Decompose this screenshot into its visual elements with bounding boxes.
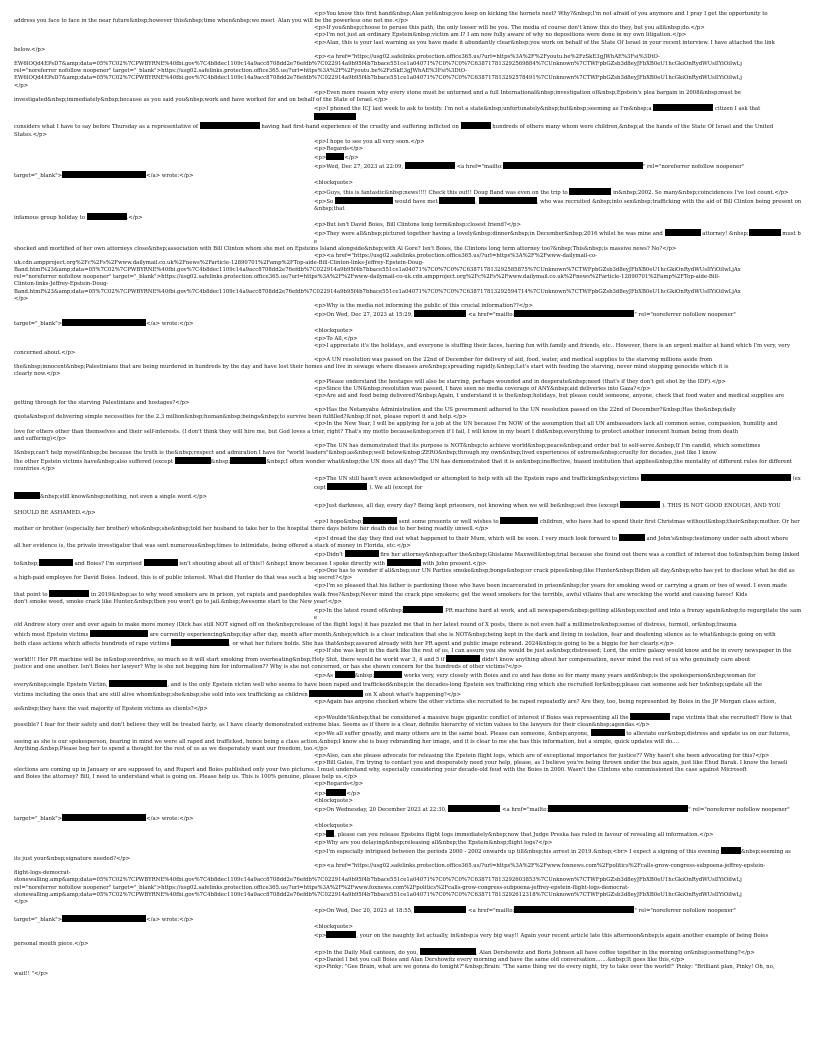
text-line: <p>Again has anyone checked where the other victims she recruited to be raped repeatedly are? Are they, too, being represented by Boies in the JP Morgan class action,	[314, 698, 777, 705]
text-line: <p>If you&nbsp;choose to peruse this path, the only looser will be you. The media of course don't know this do they, but you all&nbsp;do.</p>	[314, 25, 705, 32]
text-line: I&nbsp;can't help myself&nbsp;be because the truth is the&nbsp;respect and admiration I have for "world leaders"&nbsp;as&nbsp;well below&nbsp;ZERO&nbsp;through my own&nbsp;lived experiences of extreme&nbsp;cruelty for decades, just like I know	[14, 450, 717, 457]
text-line: infamous group holiday to .</p>	[14, 215, 143, 222]
text-line: <p>We all suffer greatly, and many others are in the same boat. Please can someone, &nbsp;anyone, to alleviate our&nbsp;distress and update us on our futures,	[314, 731, 791, 738]
redaction-box	[39, 559, 73, 566]
text-line: <p>Why is the media not informing the public of this crucial information??</p>	[314, 302, 533, 309]
text-line: <p>Didn't fire her attorney&nbsp;after the&nbsp;Ghislaine Maxwell&nbsp;trial because she found out there was a conflict of interest due to&nbsp;him being linked	[314, 551, 800, 558]
text-line: the other Epstein victims have&nbsp;also suffered (except &nbsp; &nbsp;I often wonder what&nbsp;the UN does all day? The UN has demonstrated that it is an&nbsp;ineffective, biased institution that applies&nbsp;the mentality of different rules for different	[14, 459, 793, 466]
text-line: <p><a href="https://usg02.safelinks.protection.office365.us/?url=https%3A%2F%2Fwww.foxnews.com%2Fpolitics%2Fcalls-grow-congress-subpoena-jeffrey-epstein-	[314, 863, 766, 870]
text-line: stonewalling.amp&amp;data=05%7C02%7CPWBYRNE%40fbi.gov%7C4b8dec1109c14a9acc8708dd2e76efdb%7C022914a9b95f4b7bbace551ce1a04071%7C0%7C0%7C638717813292612318%7CUnknown%7CTWFpbGZsb3d8eyJFbXB0eU1hcGkiOnRydWUsIlYiOiIwLj	[14, 891, 742, 898]
redaction-box	[461, 122, 491, 129]
redaction-box	[62, 171, 146, 178]
text-line: <p>Bill Gates, I'm trying to contact you and desperately need your help, please, as I believe you're being thrown under the bus again, just like Ehud Barak. I know the Israeli	[314, 760, 788, 766]
text-line: <p> </p>	[314, 154, 359, 161]
text-line: as&nbsp;they have the vast majority of Epstein victims as clients?</p>	[14, 705, 208, 712]
redaction-box	[420, 948, 476, 955]
redaction-box	[327, 483, 367, 490]
text-line: both class actions which affects hundreds of rape victims , or what her future holds. She has that&nbsp;assured already with her PR agent and public image rebrand. 2024&nbsp;is going to be a biggie for her clearly.</p>	[14, 640, 674, 647]
text-line: and suffering)</p>	[14, 435, 67, 442]
text-line: States.</p>	[14, 131, 47, 138]
text-line: target="_blank"> </a> wrote:</p>	[14, 816, 194, 823]
text-line: <p>I'm especially intrigued between the periods 2000 - 2002 onwards up till&nbsp;his arrest in 2019.&nbsp;<br> I expect a signing of this evening &nbsp;seeming as	[314, 848, 791, 855]
text-line: <p>Please understand the hostages will also be starving, perhaps wounded and in desperate&nbsp;need (that's if they don't get shot by the IDF).</p>	[314, 378, 726, 385]
redaction-box	[479, 197, 537, 204]
redaction-box	[144, 559, 178, 566]
text-line: </p>	[14, 898, 29, 905]
text-line: mother or brother (especially her brother) who&nbsp;she&nbsp;told her husband to take her to the hospital there days before her death due to her being readily unwell.</p>	[14, 526, 489, 533]
text-line: <p>I hope to see you all very soon.</p>	[314, 138, 425, 145]
text-line: <p>I appreciate it's the holidays, and everyone is stuffing their faces, having fun with family and friends, etc.. However, there is an urgent matter at hand which I'm very, very	[314, 342, 791, 349]
text-line: <p>Regards</p>	[314, 145, 364, 152]
text-line: <p>Are aid and food being delivered?&nbsp;Again, I understand it is the&nbsp;holidays, but please could someone, anyone, check that food water and medical supplies are	[314, 392, 785, 399]
redaction-box	[335, 671, 355, 678]
text-line: <p>Wouldn't&nbsp;that be considered a massive huge gigantic conflict of interest if Boies was representing all the rape victims that she recruited? How is that	[314, 715, 792, 722]
text-line: <blockquote>	[314, 797, 353, 804]
redaction-box	[309, 690, 363, 697]
redaction-box	[175, 457, 211, 464]
redaction-box	[514, 906, 634, 913]
text-line: rel="noreferrer nofollow noopener" target="_blank">https://usg02.safelinks.protection.office365.us/?url=https%3A%2F%2Fyoutu.be%2FzSkE3gJWhAE%3Fsi%3DtO-	[14, 68, 468, 75]
redaction-box	[569, 188, 611, 195]
redaction-box	[62, 319, 146, 326]
text-line: Band.html%23&amp;data=05%7C02%7CPWBYRNE%40fbi.gov%7C4b8dec1109c14a9acc8708dd2e76efdb%7C022914a9b95f4b7bbace551ce1a04071%7C0%7C0%7C638717813292585875%7CUnknown%7CTWFpbGZsb3d8eyJFbXB0eU1hcGkiOnRydWUsIlYiOiIwLjAx	[14, 267, 741, 274]
text-line: <p>But isn't David Boies, Bill Clintons long term&nbsp;closest friend?</p>	[314, 222, 521, 229]
redaction-box	[326, 931, 356, 938]
redaction-box	[414, 906, 466, 913]
text-line: love for others other than themselves and their self-interests. (I don't think they will hire me, but God loves a trier, right? That's my motto because&nbsp;even if I fail, I will know in my heart I did&nbsp;everything to protect another innocent human being from death	[14, 428, 739, 435]
text-line: that point to in 2019&nbsp;as to why weed smokers are in prison, yet rapists and paedophiles walk free?&nbsp;Never mind the crack pipe smokers; get the weed smokers for the terrible, awful villains that are wrecking the world and causing havoc! Kids	[14, 591, 748, 598]
text-line: quota&nbsp;of delivering simple necessities for the 2.3 million&nbsp;human&nbsp;beings&nbsp;to survive been fulfilled?&nbsp;If not, please report it and help.</p>	[14, 414, 467, 421]
redaction-box	[326, 153, 344, 160]
redaction-box	[439, 197, 475, 204]
text-line: &nbsp;still know&nbsp;nothing, not even a single word.</p>	[14, 492, 802, 501]
text-line: <blockquote>	[314, 823, 353, 830]
text-line: <p><a href="https://usg02.safelinks.protection.office365.us/?url=https%3A%2F%2Fwww-dailymail-co-	[314, 252, 598, 259]
text-line: victims including the ones that are still alive whom&nbsp;she&nbsp;she sold into sex trafficking as children on X about what's happening?</p>	[14, 691, 461, 698]
redaction-box	[500, 517, 538, 524]
text-line: concerned about.</p>	[14, 349, 76, 356]
text-line: <p>On Wednesday, 20 December 2023 at 22:30, <a href="mailto: " rel="noreferrer nofollow noopener"	[314, 806, 790, 813]
text-line: <p> , your on the naughty list actually, in&nbsp;a very big way!! Again your recent article late this afternoon&nbsp;is again another example of being Boies	[314, 933, 769, 940]
redaction-box	[345, 550, 379, 557]
text-line: target="_blank"> </a> wrote:</p>	[14, 917, 194, 924]
redaction-box	[641, 474, 791, 481]
text-line: Anything.&nbsp;Please beg her to spend a thought for the rest of us as we desperately want our freedom, too.</p>	[14, 745, 329, 752]
text-line: world!!! Her PR machine will be in&nbsp;overdrive, so much so it will start smoking from overheating&nbsp;Holy Shit, there would be world war 3, 4 and 5 if didn't know anything about her compensation, never mind the rest of us who genuinely care about	[14, 656, 751, 663]
text-line: </p>	[14, 82, 29, 89]
text-line: a high-paid employee for David Boies. Indeed, this is of public interest. What did Hunter do that was such a big secret?</p>	[14, 575, 353, 582]
redaction-box	[448, 805, 500, 812]
text-line: <p>Wed, Dec 27, 2023 at 22:09, <a href="mailto: " rel="noreferrer nofollow noopener"	[314, 164, 745, 171]
text-line: <p>I hope&nbsp; sent some presents or well wishes to children, who have had to spend their first Christmas without&nbsp;their&nbsp;mother. Or her	[314, 519, 800, 526]
text-line: considers what I have to say before Thursday as a representative of having had first-hand experience of the cruelty and suffering inflicted on hundreds of others many whom were children,&nbsp;at the hands of the State Of Israel and the United	[14, 124, 774, 131]
text-line: below.</p>	[14, 46, 46, 53]
text-line: all her evidence is, the private investigator that was sent numerous&nbsp;times to intimidate, being offered a stack of money in Florida, etc.</p>	[14, 542, 411, 549]
text-line: <p>On Wed, Dec 27, 2023 at 15:29, <a href="mailto: " rel="noreferrer nofollow noopener"	[314, 312, 736, 319]
text-line: stonewalling.amp&amp;data=05%7C02%7CPWBYRNE%40fbi.gov%7C4b8dec1109c14a9acc8708dd2e76efdb%7C022914a9b95f4b7bbace551ce1a04071%7C0%7C0%7C638717813292603853%7CUnknown%7CTWFpbGZsb3d8eyJFbXB0eU1hcGkiOnRydWUsIlYiOiIwLj	[14, 877, 742, 884]
text-line: <p> , please can you release Epsteins flight logs immediately&nbsp;now that Judge Preska has ruled in favour of revealing all information.</p>	[314, 832, 714, 839]
text-line: elections are coming up in January or are supposed to, and Rupert and Boies published only your two pictures. I must understand why, especially considering your decade-old feud with the Boies in 2000. Wasn't the Clintons who commissioned the case against Microsoft	[14, 767, 747, 774]
text-line: <blockquote>	[314, 924, 353, 931]
text-line: clearly now.</p>	[14, 371, 61, 378]
text-line: personal mouth piece.</p>	[14, 940, 89, 947]
text-line: <p><a href="https://usg02.safelinks.protection.office365.us/?url=https%3A%2F%2Fyoutu.be%2FzSkE3gJWhAE%3Fsi%3DtO-	[314, 53, 660, 60]
redaction-box	[620, 501, 660, 508]
text-line: to&nbsp; and Boies? I'm surprised isn't shouting about all of this!! &nbsp;I know because I spoke directly with with John present.</p>	[14, 561, 487, 568]
text-line: <p>In the latest round of&nbsp; PR machine hard at work, and all newspapers&nbsp;getting all&nbsp;excited and into a frenzy again&nbsp;to regurgitate the same	[314, 608, 802, 622]
text-line: address you face to face in the near future&nbsp;however this&nbsp;time when&nbsp;we meet Alan you will be the powerless one not me.</p>	[14, 18, 409, 25]
redaction-box	[414, 310, 466, 317]
redaction-box	[109, 680, 167, 687]
redaction-box	[405, 162, 455, 169]
redaction-box	[49, 590, 89, 597]
text-line: justice and one another. Isn't Boies her lawyer? Why is she not begging him for information?? Why is she not concerned, or has she shown concern for the hundreds of other victims?</p>	[14, 664, 523, 671]
text-line: <p>You know this first hand&nbsp;Alan yet&nbsp;you keep on kicking the hornets nest? Why?&nbsp;I'm not afraid of you anymore and I pray I get the opportunity to	[314, 11, 768, 17]
redaction-box	[335, 197, 393, 204]
text-line: investigated&nbsp;immediately&nbsp;because as you said you&nbsp;work and have worked for and on behalf of the State of Israel.</p>	[14, 96, 388, 103]
text-line: shocked and mortified of her own attorneys close&nbsp;association with Bill Clinton whom she met on Epsteins Island alongside&nbsp;with Al Gore? Isn't Boies, the Clintons long term attorney too?&nbsp;This&nbsp;is massive news? No?</p>	[14, 245, 677, 252]
redaction-box	[653, 104, 713, 111]
redaction-box	[591, 729, 625, 736]
redaction-box	[90, 630, 148, 637]
text-line: Clinton-links-Jeffrey-Epstein-Doug-	[14, 281, 109, 288]
text-line: possible? I fear for their safety and don't believe they will be treated fairly, as I have clearly demonstrated extreme bias. Seems as if there is a clear, definite hierarchy of victim values to the lawyers for their clean&nbsp;agendas.</p>	[14, 722, 650, 729]
text-line: <p>Pinky: "Gee Brain, what are we gonna do tonight?"&nbsp;Brain: "The same thing we do every night, try to take over the world!" Pinky: "Brilliant plan, Pinky! Oh, no,	[314, 964, 775, 971]
redaction-box	[14, 492, 40, 499]
text-line: <p>I dread the day they find out what happened to their Mum, which will be soon. I very much look forward to and John's&nbsp;testimony under oath about where	[314, 535, 789, 542]
text-line: <p>Why are you delaying&nbsp;releasing all&nbsp;the Epstein&nbsp;flight logs?</p>	[314, 839, 553, 846]
text-line: <p>Also, can she please advocate for releasing the Epstein flight logs, which are of exceptional importance for justice?? Why hasn't she been advocating for this?</p>	[314, 752, 770, 759]
text-line: <p>So would have met , , who was recruited &nbsp;into sex&nbsp;trafficking with the aid of Bill Clinton being present on&nbsp;that	[314, 198, 802, 212]
text-line: target="_blank"> </a> wrote:</p>	[14, 321, 194, 328]
text-line: <p>I'm so pleased that his father is pardoning those who have been incarcerated in prison&nbsp;for years for smoking weed or carrying a gram or two of weed. I even made	[314, 582, 787, 589]
text-line: <p>Daniel I bet you call Boies and Alan Dershowitz every morning and have the same old conversation.......&nbsp;It goes like this,</p>	[314, 956, 685, 963]
text-line: which most Epstein victims are currently experiencing&nbsp;day after day, month after month,&nbsp;which is a clear indication that she is NOT&nbsp;being kept in the dark and living in isolation, fear and deafening silence as to what&nbsp;is going on with	[14, 631, 776, 638]
text-line: <p>A UN resolution was passed on the 22nd of December for delivery of aid, food, water, and medical supplies to the starving millions aside from	[314, 357, 713, 364]
redaction-box	[403, 606, 443, 613]
text-line: <p>In the New Year, I will be applying for a job at the UN because I'm NOW of the assumption that all UN ambassadors lack all common sense, compassion, humility and	[314, 421, 778, 428]
redaction-box	[514, 310, 634, 317]
text-line: and Boies the attorney? Bill, I need to understand what is going on. Please help us. This is 100% genuine, please help us.</p>	[14, 774, 358, 781]
redaction-box	[200, 122, 260, 129]
text-line: <p>As &nbsp; works very, very closely with Boies and co and has done so for many many years and&nbsp;is the spokesperson&nbsp;woman for	[314, 673, 756, 680]
text-line: <p>Just darkness, all day, every day? Being kept prisoners, not knowing when we will be&nbsp;set free (except ). THIS IS NOT GOOD ENOUGH, AND YOU	[314, 503, 781, 509]
text-line: wait!! "</p>	[14, 971, 49, 978]
text-line: <p>Even more reason why every stone must be unturned and a full International&nbsp;investigation of&nbsp;Epstein's plea bargain in 2008&nbsp;must be	[314, 89, 741, 96]
text-line: flight-logs-democrat-	[14, 870, 71, 877]
text-line: <p> </p>	[314, 790, 361, 797]
text-line: rel="noreferrer nofollow noopener" target="_blank">https://usg02.safelinks.protection.office365.us/?url=https%3A%2F%2Fwww-dailymail-co-uk.cdn.ampproject.org%2Fc%2Fs%2Fwww.dailymail.co.uk%2Fnews%2Farticle-12890701%2Famp%2FTop-aide-Bill-	[14, 274, 720, 281]
text-line: </p>	[14, 295, 29, 302]
text-line: rel="noreferrer nofollow noopener" target="_blank">https://usg02.safelinks.protection.office365.us/?url=https%3A%2F%2Fwww.foxnews.com%2Fpolitics%2Fcalls-grow-congress-subpoena-jeffrey-epstein-flight-logs-democrat-	[14, 884, 630, 891]
redaction-box	[446, 655, 480, 662]
text-line: <p>In the Daily Mail canteen, do you, , Alan Dershowitz and Boris Johnson all have coffee together in the morning or&nbsp;something?</p>	[314, 949, 755, 956]
text-line: SHOULD BE ASHAMED.</p>	[14, 510, 96, 517]
redaction-box	[230, 457, 266, 464]
text-line: getting through for the starving Palestinians and hostages?</p>	[14, 399, 190, 406]
redaction-box	[630, 713, 670, 720]
text-line: <p>On Wed, Dec 20, 2023 at 18:55, <a href="mailto: " rel="noreferrer nofollow noopener"	[314, 907, 736, 914]
redaction-box	[326, 789, 346, 796]
text-line: uk.cdn.ampproject.org%2Fc%2Fs%2Fwww.dailymail.co.uk%2Fnews%2Farticle-12890701%2Famp%2FTop-aide-Bill-Clinton-links-Jeffrey-Epstein-Doug-	[14, 260, 424, 266]
text-line: EW6lOQd4EPsD7&amp;data=05%7C02%7CPWBYRNE%40fbi.gov%7C4b8dec1109c14a9acc8708dd2e76efdb%7C022914a9b95f4b7bbace551ce1a04071%7C0%7C0%7C638717813292578491%7CUnknown%7CTWFpbGZsb3d8eyJFbXB0eU1hcGkiOnRydWUsIlYiOiIwLj	[14, 75, 742, 82]
text-line: <p>Alan, this is your last warning as you have made it abundantly clear&nbsp;you work on behalf of the State Of Israel in your recent interview. I have attached the link	[314, 39, 775, 46]
redaction-box	[665, 229, 701, 236]
text-line: <p>Has the Netanyahu Administration and the US government adhered to the UN resolution passed on the 22nd of December?&nbsp;Has the&nbsp;daily	[314, 407, 736, 414]
text-line: seeing as she is our spokesperson, bearing in mind we were all raped and trafficked, hence being a class action.&nbsp;I know she is busy rebranding her image, and it is clear to me she has this information, but a simple, quick updates will do....	[14, 738, 679, 745]
redaction-box	[62, 814, 146, 821]
redaction-box	[314, 113, 356, 120]
text-line: Band.html%23&amp;data=05%7C02%7CPWBYRNE%40fbi.gov%7C4b8dec1109c14a9acc8708dd2e76efdb%7C022914a9b95f4b7bbace551ce1a04071%7C0%7C0%7C638717813292594714%7CUnknown%7CTWFpbGZsb3d8eyJFbXB0eU1hcGkiOnRydWUsIlYiOiIwLjAx	[14, 288, 741, 295]
text-line: <p>Since the UN&nbsp;resolution was passed, I have seen no media coverage of ANY&nbsp;aid deliveries into Gaza?</p>	[314, 385, 651, 392]
text-line: its just your&nbsp;signature needed?</p>	[14, 855, 131, 862]
text-line: the&nbsp;innocent&nbsp;Palestinians that are being murdered in hundreds by the day and have lost their homes and live in sewage where diseases are&nbsp;spreading rapidly.&nbsp;Let's start with feeding the starving, never mind stopping genocide which it is	[14, 364, 729, 371]
text-line: <p>I'm not just an ordinary Epstein&nbsp;victim am I? I am now fully aware of why no depositions were done in my own litigation.</p>	[314, 32, 687, 39]
text-line: <blockquote>	[314, 180, 353, 187]
redaction-box	[548, 805, 688, 812]
redaction-box	[87, 213, 127, 220]
redaction-box	[374, 671, 402, 678]
text-line: <p>The UN has demonstrated that its purpose is NOT&nbsp;to achieve world&nbsp;peace&nbsp;and order but to self-serve.&nbsp;If I'm candid, which sometimes	[314, 442, 761, 449]
text-line: <p>Regards</p>	[314, 781, 364, 788]
redaction-box	[503, 162, 643, 169]
redaction-box	[749, 229, 781, 236]
text-line: <p>To All,</p>	[314, 335, 358, 342]
redaction-box	[171, 639, 229, 646]
redaction-box	[619, 534, 645, 541]
text-line: <p>If she was kept in the dark like the rest of us, I can assure you she would be just as&nbsp;distressed; Lord, the entire galaxy would know and be in every newspaper in the	[314, 647, 792, 654]
redaction-box	[363, 517, 397, 524]
redaction-box	[721, 847, 741, 854]
redaction-box	[326, 830, 334, 837]
text-line: <p>The UN still hasn't even acknowledged or attempted to help with all the Epstein rape and trafficking&nbsp;victims (except ). We all (except for	[314, 475, 801, 491]
text-line: every&nbsp;single Epstein Victim, , and is the only Epstein victim well who seems to have been raped and trafficked&nbsp;in the decades-long Epstein sex trafficking ring which she recruited for&nbsp;please can someone ask her to&nbsp;update all the	[14, 682, 763, 689]
text-line: <p>I phoned the ICJ last week to ask to testify. I'm not a state&nbsp;unfortunately&nbsp;but&nbsp;seeming as I'm&nbsp;a citizen I ask that	[14, 104, 802, 122]
text-line: <p>They were all&nbsp;pictured together having a lovely&nbsp;dinner&nbsp;in December&nbsp;2016 whilst he was mine and attorney! &nbsp; must be	[314, 231, 801, 245]
text-line: <p>One has to wonder if all&nbsp;our UN Parties smoke&nbsp;bongs&nbsp;or crack pipes&nbsp;like Hunter&nbsp;Biden all day,&nbsp;who has yet to disclose what he did as	[314, 568, 795, 575]
redaction-box	[62, 915, 146, 922]
text-line: old Andrew story over and over again to make more money (Dick has still NOT signed off on the&nbsp;release of the flight logs) it has puzzled me that in her latest round of X posts, there is not even half a millimetre&nbsp;sense of distress, turmoil, or&nbsp;trauma	[14, 622, 737, 629]
text-line: EW6lOQd4EPsD7&amp;data=05%7C02%7CPWBYRNE%40fbi.gov%7C4b8dec1109c14a9acc8708dd2e76efdb%7C022914a9b95f4b7bbace551ce1a04071%7C0%7C0%7C638717813292569884%7CUnknown%7CTWFpbGZsb3d8eyJFbXB0eU1hcGkiOnRydWUsIlYiOiIwLj	[14, 61, 742, 68]
text-line: target="_blank"> </a> wrote:</p>	[14, 173, 194, 180]
redaction-box	[387, 559, 421, 566]
text-line: don't smoke weed, smoke crack like Hunter,&nbsp;then you won't go to jail.&nbsp;Awesome start to the New year!</p>	[14, 598, 342, 605]
text-line: <blockquote>	[314, 328, 353, 335]
text-line: countries.</p>	[14, 466, 56, 473]
text-line: <p>Guys, this is fantastic&nbsp;news!!!! Check this out!! Doug Band was even on the trip to in&nbsp;2002. So many&nbsp;coincidences I've lost count.</p>	[314, 189, 789, 196]
